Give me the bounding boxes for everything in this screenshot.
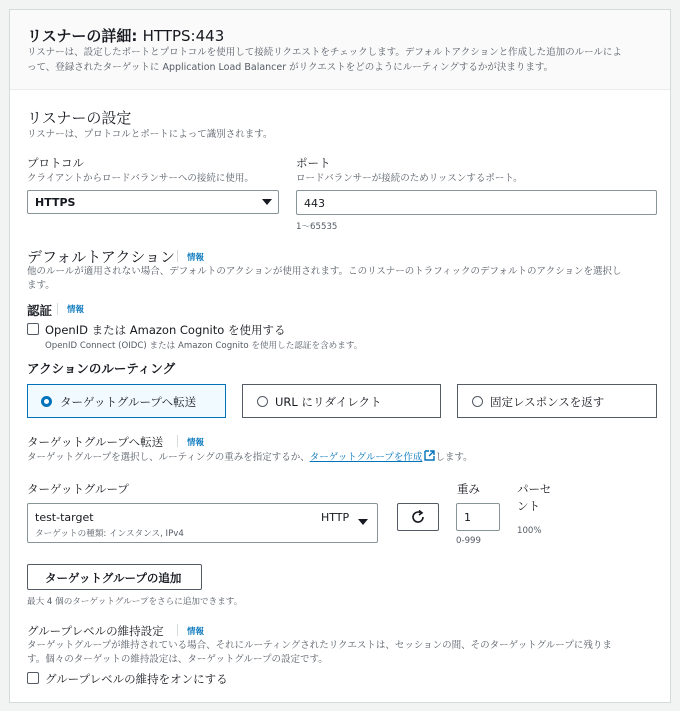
panel-header — [10, 10, 670, 90]
refresh-icon — [410, 509, 426, 525]
target-group-select[interactable] — [27, 503, 378, 543]
protocol-label: プロトコル — [27, 156, 85, 170]
header-description-2: って、登録されたターゲットに Application Load Balancer がリクエストをどのようにルーティングするかが決まります。 — [27, 62, 554, 73]
protocol-description: クライアントからロードバランサーへの接続に使用。 — [27, 173, 254, 184]
percent-column-header-2: ント — [517, 499, 540, 513]
routing-option-forward[interactable] — [27, 384, 226, 418]
weight-column-header: 重み — [457, 482, 480, 496]
listener-settings-description: リスナーは、プロトコルとポートによって識別されます。 — [27, 129, 273, 140]
stickiness-title: グループレベルの維持設定 — [27, 624, 164, 638]
default-action-description-1: 他のルールが適用されない場合、デフォルトのアクションが使用されます。このリスナーのトラフィックのデフォルトのアクションを選択し — [27, 266, 622, 277]
divider — [177, 250, 178, 262]
page-title — [27, 25, 224, 46]
stickiness-description-2: す。個々のターゲットの維持設定は、ターゲットグループの設定です。 — [27, 654, 328, 665]
port-description: ロードバランサーが接続のためリッスンするポート。 — [296, 173, 523, 184]
protocol-select[interactable] — [27, 190, 279, 214]
external-link-icon[interactable] — [424, 450, 435, 461]
divider — [177, 435, 178, 447]
default-action-description-2: ます。 — [27, 280, 55, 291]
routing-option-redirect[interactable] — [242, 384, 441, 418]
forward-description — [27, 450, 473, 464]
weight-hint: 0-999 — [456, 536, 481, 546]
routing-option-label: 固定レスポンスを返す — [490, 395, 605, 409]
target-group-protocol: HTTP — [321, 511, 350, 524]
routing-option-label: URL にリダイレクト — [275, 395, 382, 409]
caret-down-icon — [358, 519, 368, 525]
header-description-1: リスナーは、設定したポートとプロトコルを使用して接続リクエストをチェックします。デフォルトアクションと作成した追加のルールによ — [27, 47, 622, 58]
add-target-group-hint: 最大 4 個のターゲットグループをさらに追加できます。 — [27, 597, 243, 607]
divider — [177, 624, 178, 636]
title-text: リスナーの詳細: — [27, 27, 138, 45]
weight-value: 1 — [464, 511, 471, 524]
forward-description-suffix: します。 — [435, 452, 473, 463]
target-group-column-header: ターゲットグループ — [27, 482, 129, 496]
forward-info-link[interactable]: 情報 — [187, 438, 205, 448]
stickiness-info-link[interactable]: 情報 — [187, 627, 205, 637]
divider — [57, 303, 58, 315]
listener-settings-title: リスナーの設定 — [27, 109, 132, 127]
port-input[interactable] — [296, 190, 657, 215]
refresh-button[interactable] — [397, 503, 439, 531]
protocol-value: HTTPS — [35, 196, 76, 209]
weight-input[interactable] — [456, 503, 500, 531]
radio-button[interactable] — [257, 396, 268, 407]
port-value: 443 — [304, 197, 325, 210]
target-group-detail: ターゲットの種類: インスタンス, IPv4 — [35, 529, 184, 539]
auth-checkbox[interactable] — [27, 323, 39, 335]
radio-button[interactable] — [41, 396, 52, 407]
port-hint: 1〜65535 — [296, 222, 338, 232]
percent-value: 100% — [517, 526, 542, 536]
routing-option-fixed-response[interactable] — [457, 384, 657, 418]
routing-option-label: ターゲットグループへ転送 — [60, 395, 197, 409]
listener-details-panel — [9, 9, 671, 703]
default-action-info-link[interactable]: 情報 — [187, 253, 205, 263]
default-action-title: デフォルトアクション — [27, 248, 176, 266]
forward-title: ターゲットグループへ転送 — [27, 435, 164, 449]
stickiness-checkbox-label[interactable]: グループレベルの維持をオンにする — [45, 672, 228, 686]
auth-checkbox-label[interactable]: OpenID または Amazon Cognito を使用する — [45, 323, 286, 337]
stickiness-description-1: ターゲットグループが維持されている場合、それにルーティングされたリクエストは、セッションの間、そのターゲットグループに残りま — [27, 640, 612, 651]
percent-column-header-1: パーセ — [517, 482, 552, 496]
stickiness-checkbox[interactable] — [27, 672, 39, 684]
create-target-group-link[interactable]: ターゲットグループを作成 — [309, 452, 423, 463]
auth-title: 認証 — [27, 303, 53, 318]
routing-title: アクションのルーティング — [27, 361, 176, 376]
add-target-group-button[interactable] — [27, 564, 202, 590]
auth-info-link[interactable]: 情報 — [67, 305, 85, 315]
title-suffix: HTTPS:443 — [142, 27, 225, 45]
auth-checkbox-hint: OpenID Connect (OIDC) または Amazon Cognito を使用した認証を含めます。 — [45, 341, 363, 351]
caret-down-icon — [262, 199, 272, 205]
target-group-name: test-target — [35, 511, 94, 524]
add-target-group-label: ターゲットグループの追加 — [45, 571, 182, 585]
port-label: ポート — [296, 156, 331, 170]
radio-button[interactable] — [472, 396, 483, 407]
forward-description-text: ターゲットグループを選択し、ルーティングの重みを指定するか、 — [27, 452, 310, 463]
